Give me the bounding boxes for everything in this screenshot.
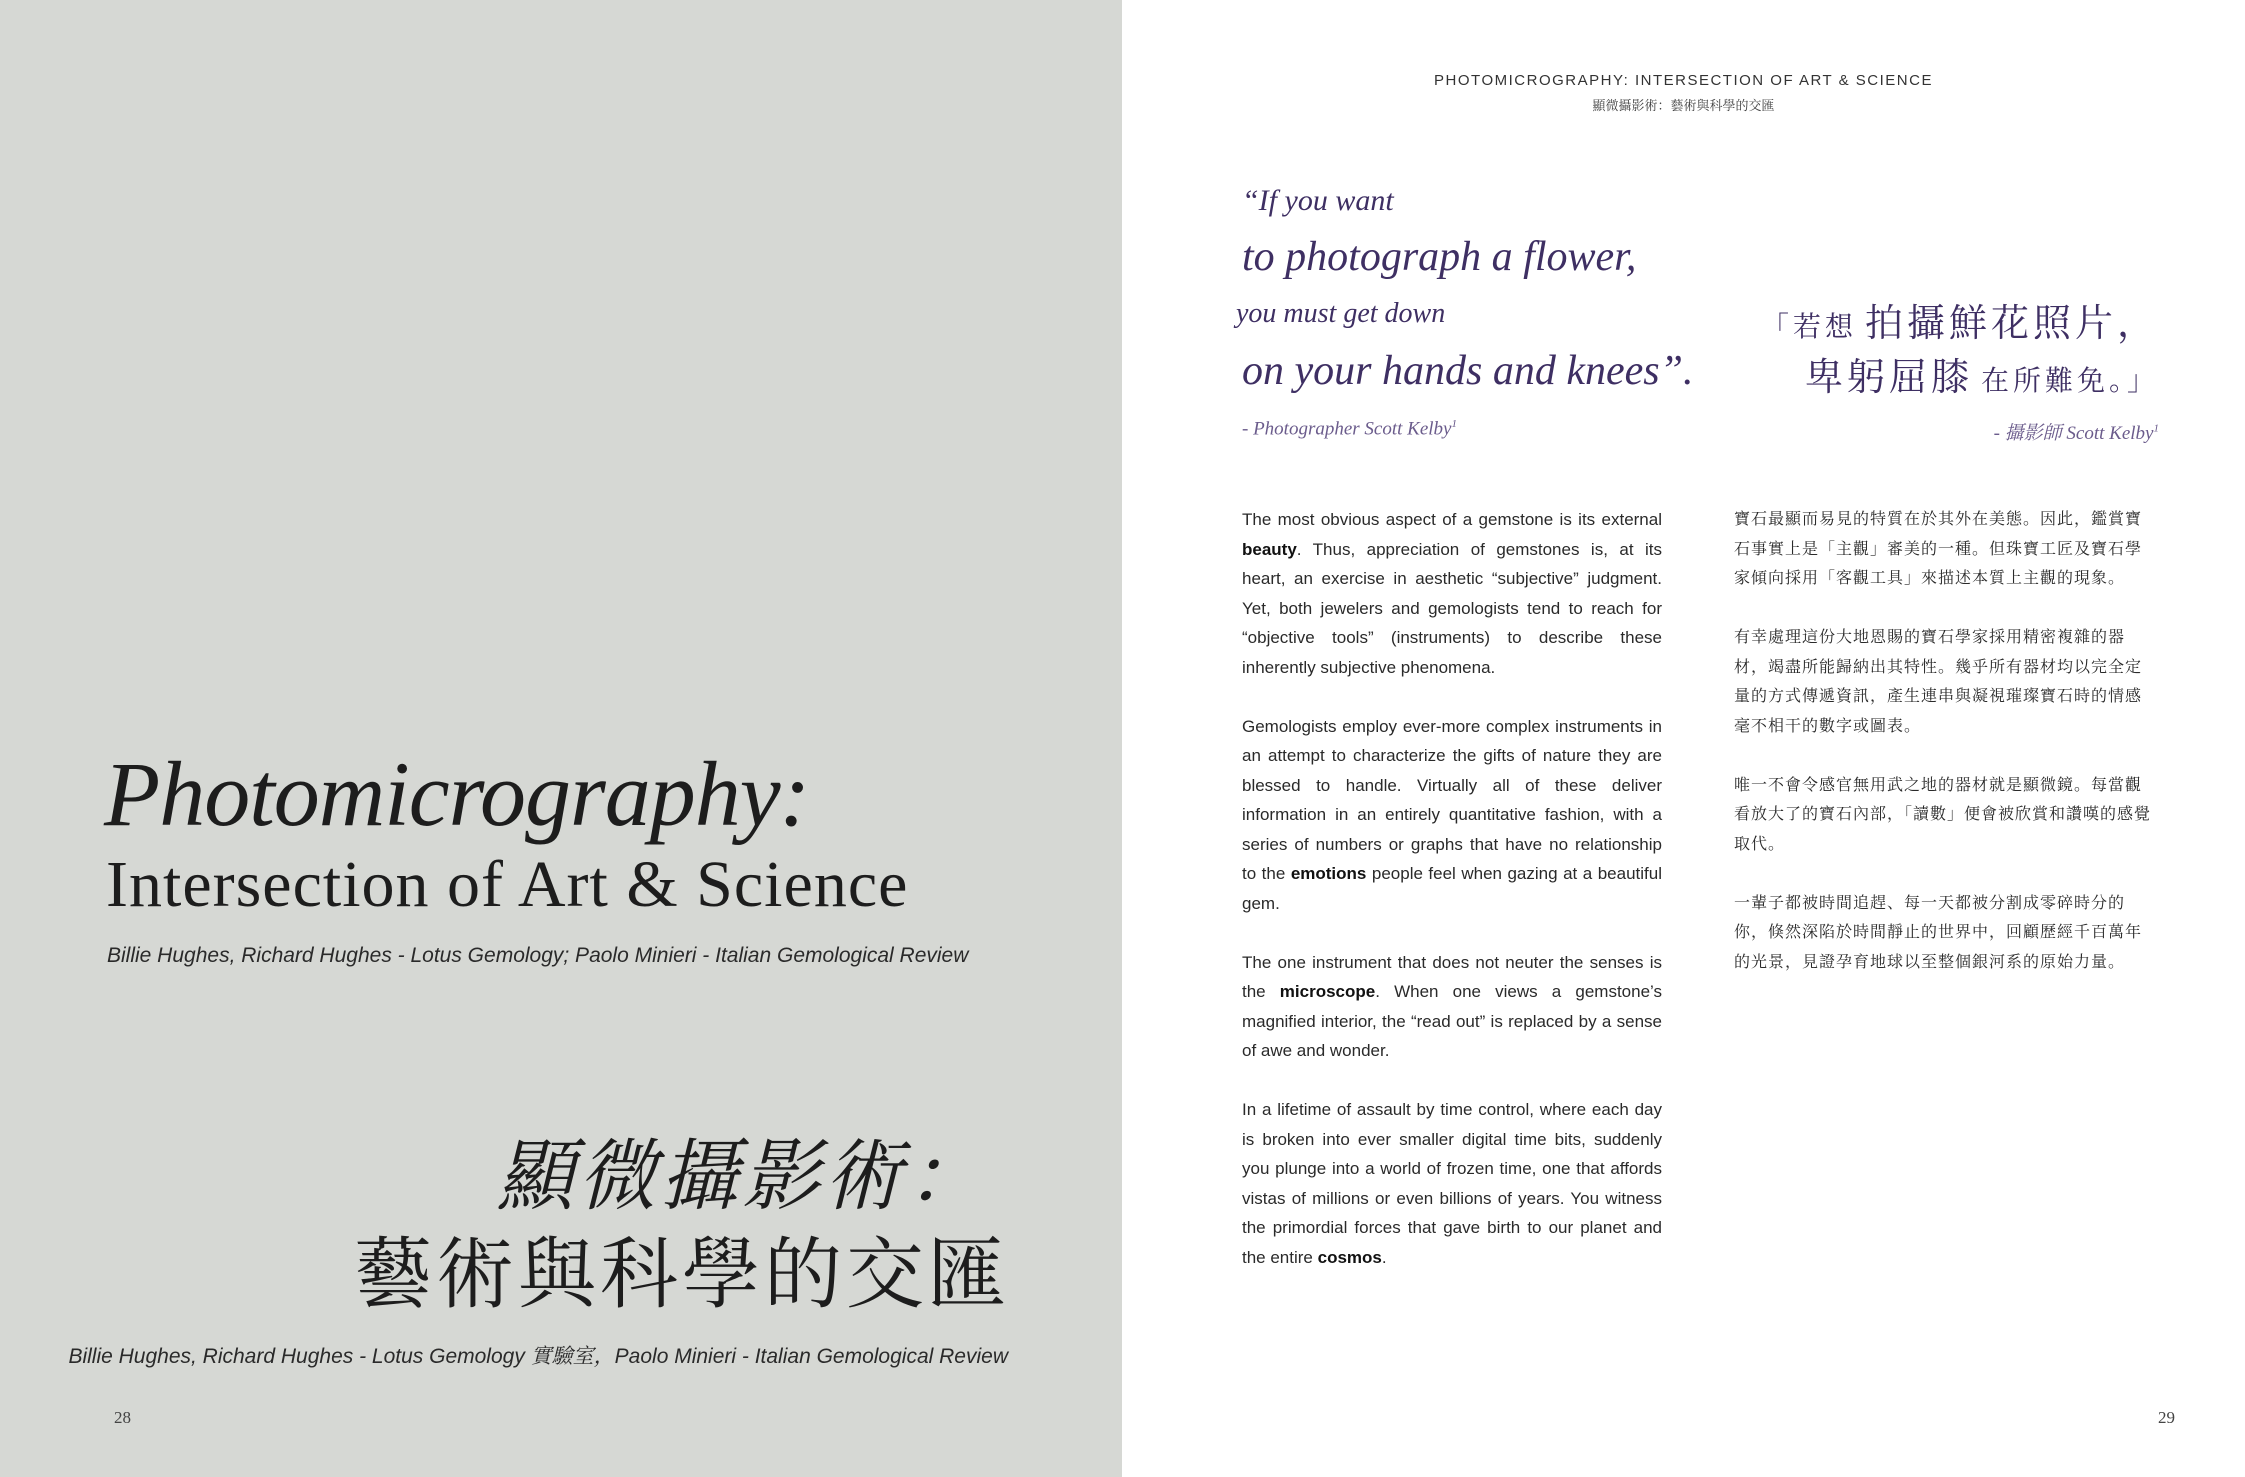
text-run: . When one views a gemstone’s magnified interior, the “read out” is replaced by a sense of awe and wonder. <box>1242 982 1663 1060</box>
paragraph <box>1242 505 1662 682</box>
paragraph <box>1242 1095 1662 1272</box>
text-run: In a lifetime of assault by time control, where each day is broken into ever smaller digital time bits, suddenly you plunge into a world of frozen time, one that affords vistas of millions or even billions of years. You witness the primordial forces that gave birth to our planet and the entire <box>1242 1100 1662 1267</box>
text-run: . <box>1381 1247 1387 1267</box>
right-page <box>1122 0 2245 1477</box>
footnote-marker: 1 <box>1451 418 1457 430</box>
quote-zh-line-1a: 「若想 <box>1760 312 1857 343</box>
running-head-zh: 顯微攝影術：藝術與科學的交匯 <box>1592 98 1775 113</box>
quote-zh-line-1b: 拍攝鮮花照片， <box>1864 303 2159 345</box>
paragraph-zh: 有幸處理這份大地恩賜的寶石學家採用精密複雜的器材，竭盡所能歸納出其特性。幾乎所有器材均以完全定量的方式傳遞資訊，產生連串與凝視璀璨寶石時的情感毫不相干的數字或圖表。 <box>1734 629 2143 735</box>
paragraph-zh: 一輩子都被時間追趕、每一天都被分割成零碎時分的你，倏然深陷於時間靜止的世界中，回顧歷經千百萬年的光景，見證孕育地球以至整個銀河系的原始力量。 <box>1734 894 2143 971</box>
article-authors-zh: Billie Hughes, Richard Hughes - Lotus Gemology 實驗室，Paolo Minieri - Italian Gemological Review <box>68 1345 1008 1368</box>
emphasis-cosmos: cosmos <box>1317 1247 1382 1267</box>
emphasis-emotions: emotions <box>1290 864 1367 883</box>
title-zh-line2: 藝術與科學的交匯 <box>353 1230 1010 1318</box>
text-run: Gemologists employ ever-more complex instruments in an attempt to characterize the gifts of nature they are blessed to handle. Virtually all of these deliver information in an entirely quantitative fashion, with a series of numbers or graphs that have no relationship to the <box>1242 716 1662 883</box>
left-page <box>0 0 1122 1477</box>
text-run: people feel when gazing at a beautiful gem. <box>1242 864 1662 913</box>
page-number-left: 28 <box>114 1408 131 1427</box>
article-subtitle: Intersection of Art & Science <box>106 848 909 921</box>
quote-zh-attribution <box>1994 418 2159 445</box>
text-run: The one instrument that does not neuter the senses is the <box>1242 952 1662 1001</box>
footnote-marker-zh: 1 <box>2153 422 2159 435</box>
paragraph <box>1242 712 1662 919</box>
article-title-zh <box>354 1128 1010 1323</box>
quote-zh-line-2b: 在所難免。」 <box>1980 366 2159 397</box>
quote-attribution-text: - Photographer Scott Kelby <box>1242 418 1452 440</box>
title-zh-line1: 顯微攝影術： <box>495 1133 988 1220</box>
text-run: The most obvious aspect of a gemstone is its external <box>1242 510 1662 529</box>
text-run: . Thus, appreciation of gemstones is, at its heart, an exercise in aesthetic “subjective” judgment. Yet, both jewelers and gemologists tend to reach for “objective tools” (instruments) to describe these inherently subjective phenomena. <box>1242 539 1662 677</box>
page-number-right: 29 <box>2158 1408 2175 1427</box>
quote-line-3: you must get down <box>1236 298 1446 329</box>
paragraph <box>1242 948 1662 1066</box>
quote-line-4: on your hands and knees”. <box>1242 348 1694 394</box>
emphasis-microscope: microscope <box>1279 982 1376 1001</box>
quote-zh-line-2a: 卑躬屈膝 <box>1804 357 1973 399</box>
quote-zh-line-2 <box>1805 346 2159 401</box>
article-authors: Billie Hughes, Richard Hughes - Lotus Gemology; Paolo Minieri - Italian Gemological Review <box>107 944 969 967</box>
emphasis-beauty: beauty <box>1242 539 1297 559</box>
paragraph-zh: 寶石最顯而易見的特質在於其外在美態。因此，鑑賞寶石事實上是「主觀」審美的一種。但珠寶工匠及寶石學家傾向採用「客觀工具」來描述本質上主觀的現象。 <box>1734 511 2143 587</box>
body-text-en <box>1242 505 1662 1302</box>
article-title: Photomicrography: <box>104 743 810 845</box>
body-text-zh <box>1734 505 2158 1007</box>
quote-attribution <box>1242 418 1457 440</box>
quote-line-1: “If you want <box>1242 184 1394 217</box>
quote-zh-line-1 <box>1761 292 2159 347</box>
quote-zh-attribution-text: - 攝影師 Scott Kelby <box>1993 423 2154 444</box>
quote-line-2: to photograph a flower, <box>1242 234 1637 280</box>
paragraph-zh: 唯一不會令感官無用武之地的器材就是顯微鏡。每當觀看放大了的寶石內部，「讀數」便會被欣賞和讚嘆的感覺取代。 <box>1734 776 2152 853</box>
running-head: PHOTOMICROGRAPHY: INTERSECTION OF ART & SCIENCE <box>1434 72 1933 89</box>
